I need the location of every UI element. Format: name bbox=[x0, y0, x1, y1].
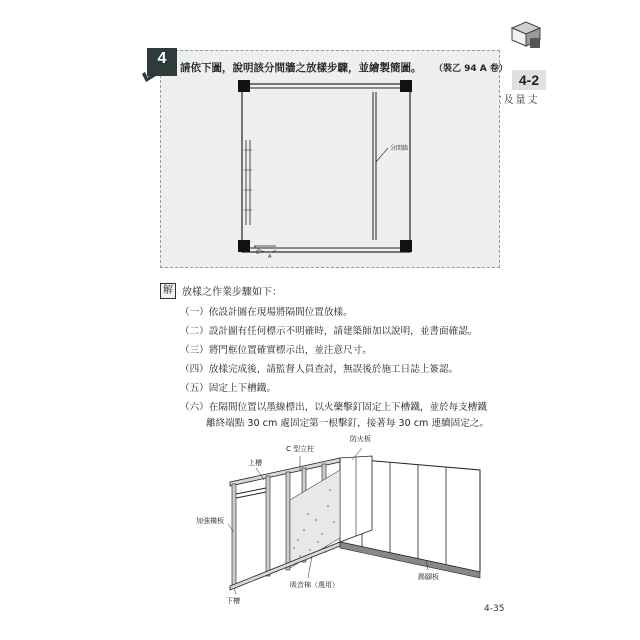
question-number-badge: 4 bbox=[147, 48, 177, 76]
question-text: 請依下圖，說明該分間牆之放樣步驟，並繪製簡圖。 bbox=[180, 62, 422, 74]
plan-outline bbox=[242, 84, 410, 252]
section-number: 4-2 bbox=[512, 70, 546, 90]
step-4: （四）放樣完成後，請監督人員查討，無誤後於施工日誌上簽認。 bbox=[180, 364, 459, 375]
step-5: （五）固定上下槽鐵。 bbox=[180, 383, 276, 394]
blocks-icon bbox=[506, 18, 546, 52]
door-mark-a: A bbox=[268, 254, 272, 260]
label-top-track: 上槽 bbox=[248, 459, 262, 467]
label-bottom-track: 下槽 bbox=[226, 597, 240, 605]
step-1: （一）依設計圖在現場將隔間位置放樣。 bbox=[180, 307, 353, 318]
plan-label-leader bbox=[376, 148, 388, 162]
answer-intro: 放樣之作業步驟如下： bbox=[182, 287, 282, 298]
column-top-right bbox=[400, 80, 412, 92]
label-reinforcement: 加強橫板 bbox=[196, 517, 224, 525]
label-fireboard: 防火板 bbox=[350, 435, 371, 443]
door-mark-c: C bbox=[256, 250, 260, 256]
step-2: （二）設計圖有任何標示不明確時，請建築師加以說明，並書面確認。 bbox=[180, 326, 478, 337]
column-bottom-right bbox=[400, 240, 412, 252]
step-6-continued: 離終端點 30 cm 處固定第一根擊釘，接著每 30 cm 連續固定之。 bbox=[206, 418, 490, 429]
answer-badge: 解 bbox=[160, 283, 176, 299]
question-source: （裝乙 94 A 卷） bbox=[434, 64, 508, 74]
label-baseboard: 踢腳板 bbox=[418, 573, 439, 581]
partition-illustration bbox=[190, 430, 490, 610]
step-3: （三）將門框位置確實標示出，並注意尺寸。 bbox=[180, 345, 372, 356]
column-top-left bbox=[238, 80, 250, 92]
column-bottom-left bbox=[238, 240, 250, 252]
label-insulation: 吸音棉（選用） bbox=[290, 581, 339, 589]
floor-plan-drawing bbox=[236, 80, 416, 260]
page-number: 4-35 bbox=[484, 604, 505, 614]
partition-figure bbox=[190, 430, 490, 610]
section-title: 丈量及 bbox=[501, 94, 536, 104]
step-6: （六）在隔間位置以墨線標出，以火藥擊釘固定上下槽鐵，並於每支槽鐵 bbox=[180, 402, 487, 413]
plan-label: 分間牆 bbox=[390, 145, 409, 152]
label-c-stud: C 型立柱 bbox=[286, 445, 315, 453]
